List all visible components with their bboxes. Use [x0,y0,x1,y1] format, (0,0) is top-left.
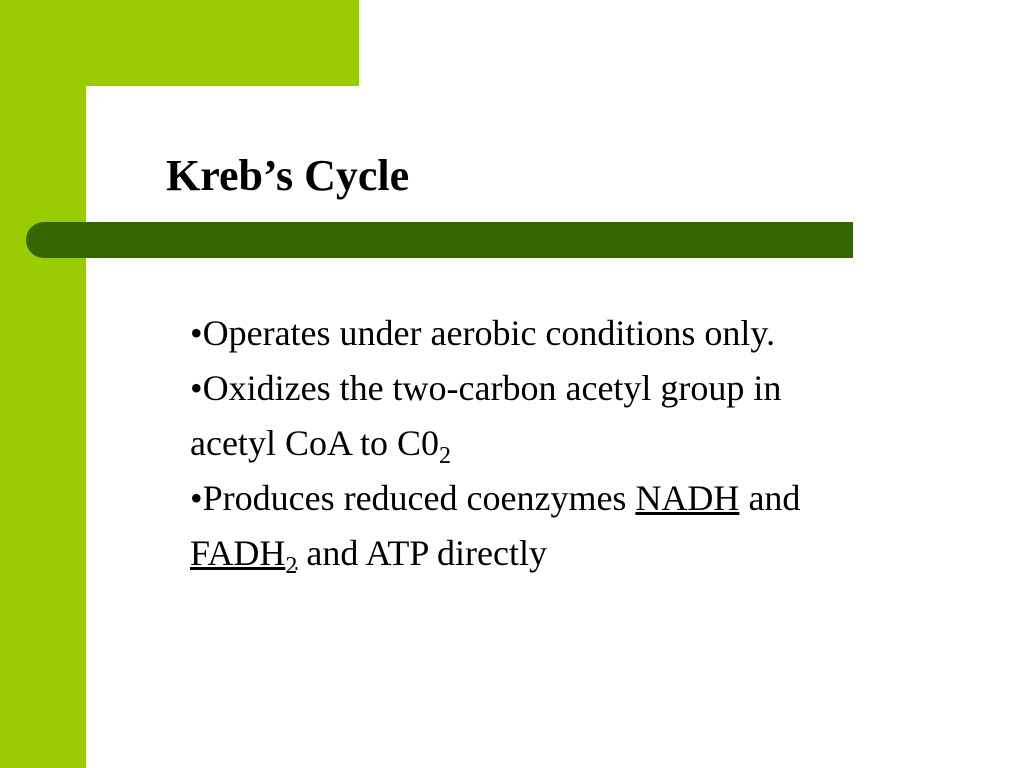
subscript: 2 [438,443,451,469]
content-corner [86,86,166,166]
top-accent-block [0,0,359,86]
bullet-list [190,306,810,581]
term-nadh: NADH [635,478,740,518]
bullet-item [190,306,810,361]
term-fadh: FADH [190,533,286,573]
term-fadh2 [190,533,298,579]
left-accent-band [0,0,86,768]
bullet-text: Operates under aerobic conditions only. [202,313,776,353]
bullet-text: Oxidizes the two-carbon acetyl group in acetyl CoA to C0 [190,368,782,463]
bullet-marker: • [190,313,203,353]
bullet-item [190,361,810,471]
subscript: 2 [285,553,298,579]
bullet-text: and ATP directly [297,533,547,573]
bullet-text: Produces reduced coenzymes [202,478,636,518]
slide-title: Kreb’s Cycle [166,151,410,200]
bullet-text: and [739,478,801,518]
bullet-marker: • [190,368,203,408]
bullet-item [190,471,810,581]
bullet-marker: • [190,478,203,518]
title-underline-bar [26,222,853,258]
